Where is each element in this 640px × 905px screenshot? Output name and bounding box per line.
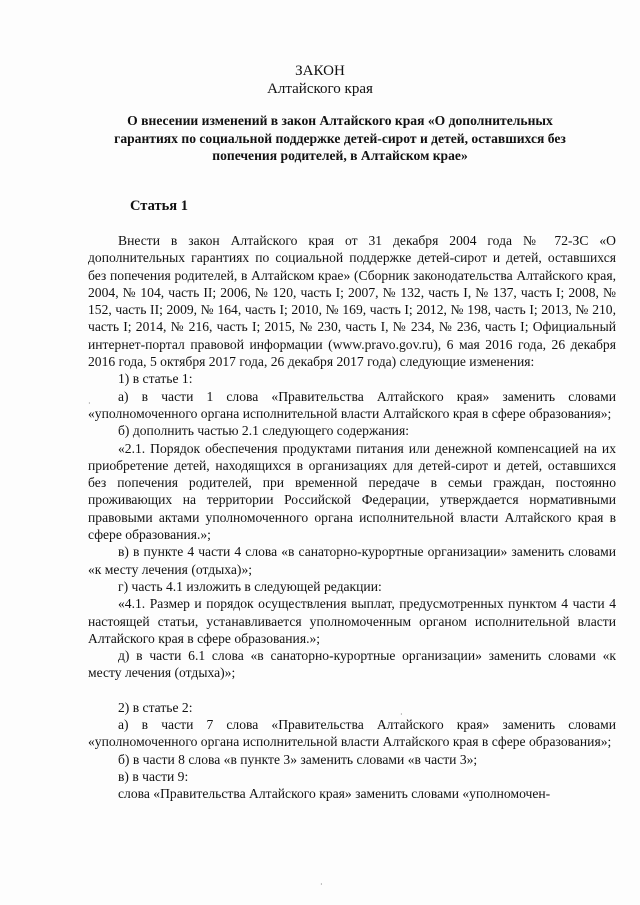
paragraph: «2.1. Порядок обеспечения продуктами питания или денежной компенсацией на их приобретение детей, находящихся в организациях для детей-сирот и детей, оставшихся без попечения родителей, при временной передаче в семьи граждан, постоянно проживающих на территории Российской Федерации, утверждается нормативными правовыми актами уполномоченного органа исполнительной власти Алтайского края в сфере образования.»; xyxy=(88,440,616,543)
scan-speck: · xyxy=(320,880,323,889)
paragraph: в) в части 9: xyxy=(118,768,189,784)
paragraph: д) в части 6.1 слова «в санаторно-курортные организации» заменить словами «к месту лечения (отдыха)»; xyxy=(88,648,616,681)
paragraph: г) часть 4.1 изложить в следующей редакции: xyxy=(118,578,382,594)
scan-speck: · xyxy=(400,710,403,719)
paragraph: 1) в статье 1: xyxy=(118,371,193,387)
paragraph: слова «Правительства Алтайского края» заменить словами «уполномочен- xyxy=(118,786,551,802)
paragraph: б) дополнить частью 2.1 следующего содержания: xyxy=(118,423,409,439)
scan-speck: · xyxy=(88,399,91,408)
paragraph: Внести в закон Алтайского края от 31 декабря 2004 года № 72-ЗС «О дополнительных гарантиях по социальной поддержке детей-сирот и детей, оставшихся без попечения родителей, в Алтайском крае» (Сборник законодательства Алтайского края, 2004, № 104, часть II; 2006, № 120, часть I; 2007, № 132, часть I, № 137, часть I; 2008, № 152, часть II; 2009, № 164, часть I; 2010, № 169, часть I; 2012, № 198, часть I; 2013, № 210, часть I; 2014, № 216, часть I; 2015, № 230, часть I, № 234, № 236, часть I; Официальный интернет-портал правовой информации (www.pravo.gov.ru), 6 мая 2016 года, 26 декабря 2016 года, 5 октября 2017 года, 26 декабря 2017 года) следующие изменения: xyxy=(88,233,616,370)
law-heading: ЗАКОН xyxy=(295,63,345,79)
paragraph: а) в части 1 слова «Правительства Алтайского края» заменить словами «уполномоченного органа исполнительной власти Алтайского края в сфере образования»; xyxy=(88,388,616,421)
paragraph: 2) в статье 2: xyxy=(118,699,193,715)
paragraph: б) в части 8 слова «в пункте 3» заменить словами «в части 3»; xyxy=(118,751,478,767)
document-body xyxy=(88,232,616,803)
paragraph xyxy=(88,682,616,699)
paragraph: «4.1. Размер и порядок осуществления выплат, предусмотренных пунктом 4 части 4 настоящей статьи, устанавливается уполномоченным органом исполнительной власти Алтайского края в сфере образования.»; xyxy=(88,596,616,646)
law-title: О внесении изменений в закон Алтайского края «О дополнительных гарантиях по социальной поддержке детей-сирот и детей, оставшихся без попечения родителей, в Алтайском крае» xyxy=(114,113,566,163)
region-heading: Алтайского края xyxy=(267,81,373,97)
paragraph: в) в пункте 4 части 4 слова «в санаторно-курортные организации» заменить словами «к месту лечения (отдыха)»; xyxy=(88,544,616,577)
paragraph: а) в части 7 слова «Правительства Алтайского края» заменить словами «уполномоченного органа исполнительной власти Алтайского края в сфере образования»; xyxy=(88,717,616,750)
article-heading: Статья 1 xyxy=(130,198,188,214)
